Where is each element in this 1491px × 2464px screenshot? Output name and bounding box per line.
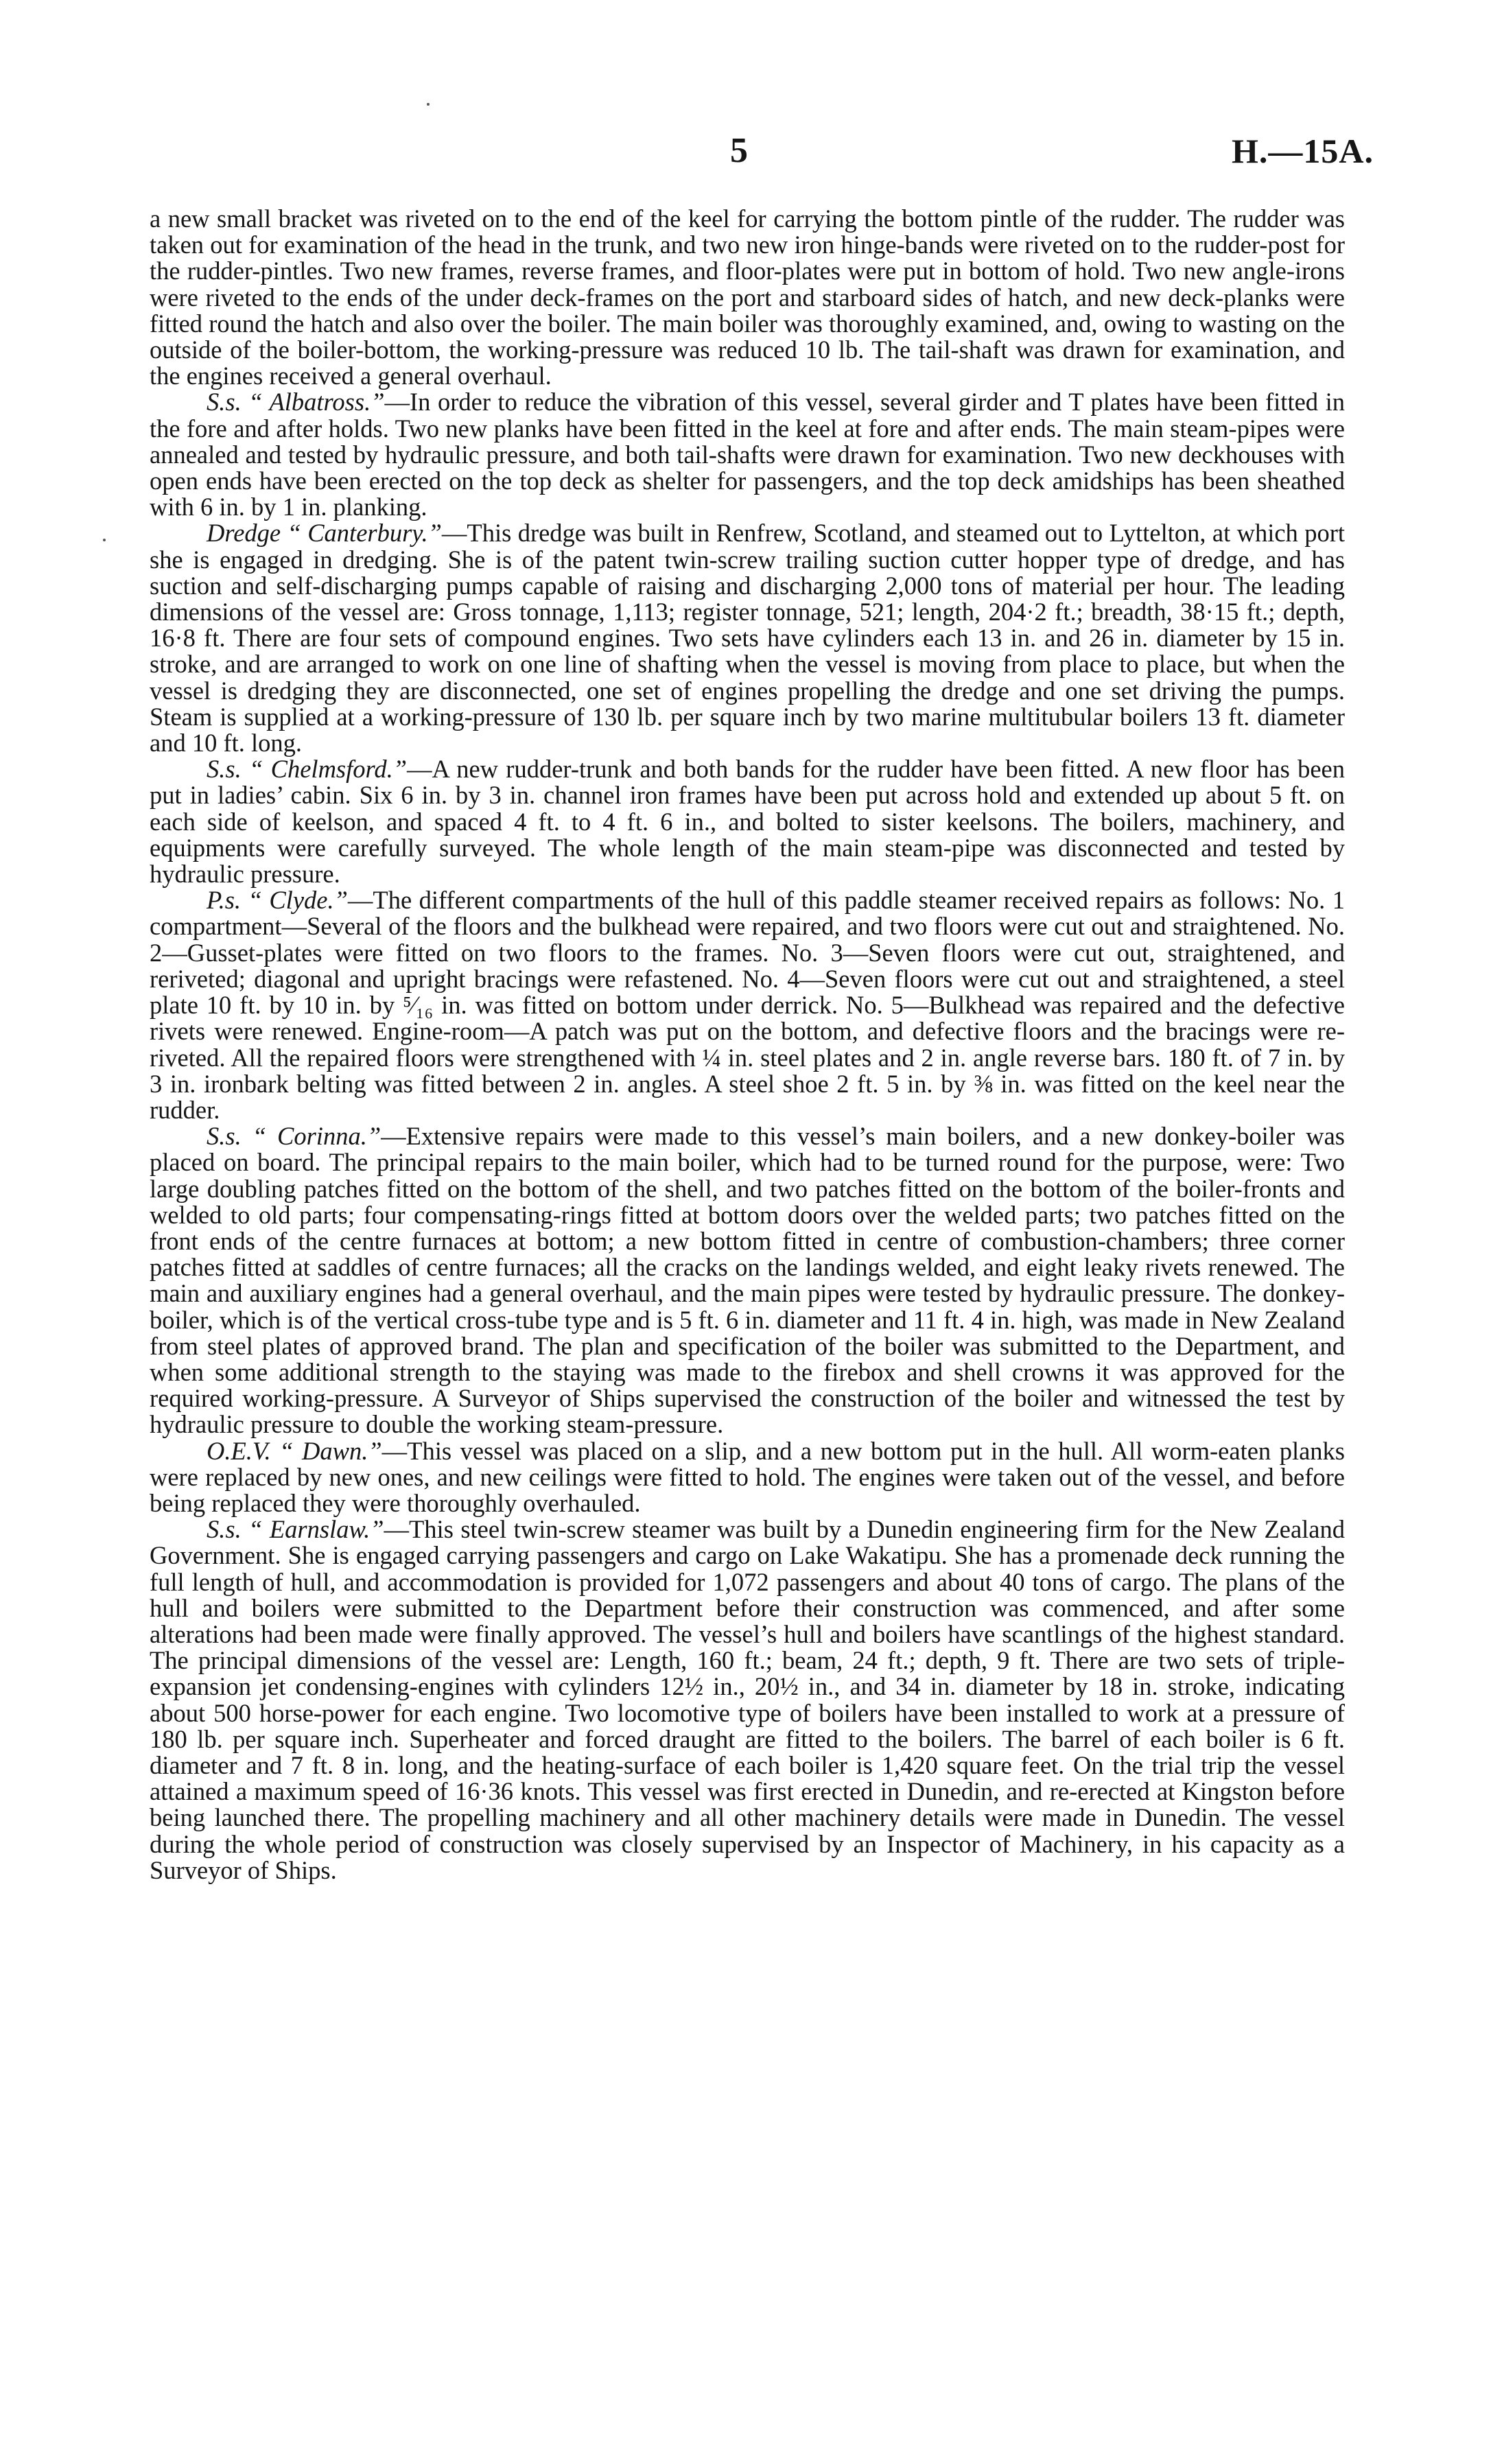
vessel-type: S.s. <box>207 755 242 784</box>
paragraph-text: —This dredge was built in Renfrew, Scotland, and steamed out to Lyttelton, at which port she is engaged in dredging. She is of the patent twin-screw trailing suction cutter hopper type of dredge, and has suction and self-discharging pumps capable of raising and discharging 2,000 tons of material per hour. The leading dimensions of the vessel are: Gross tonnage, 1,113; register tonnage, 521; length, 204·2 ft.; breadth, 38·15 ft.; depth, 16·8 ft. There are four sets of compound engines. Two sets have cylinders each 13 in. and 26 in. diameter by 15 in. stroke, and are arranged to work on one line of shafting when the vessel is moving from place to place, but when the vessel is dredging they are disconnected, one set of engines propelling the dredge and one set driving the pumps. Steam is supplied at a working-pressure of 130 lb. per square inch by two marine multitubular boilers 13 ft. diameter and 10 ft. long. <box>150 519 1345 758</box>
paragraph-clyde <box>150 887 1345 1123</box>
paragraph-text: —This vessel was placed on a slip, and a new bottom put in the hull. All worm-eaten planks were replaced by new ones, and new ceilings were fitted to hold. The engines were taken out of the vessel, and before being replaced they were thoroughly overhauled. <box>150 1436 1345 1517</box>
paragraph-earnslaw <box>150 1516 1345 1884</box>
vessel-name: “ Canterbury.” <box>287 519 442 548</box>
page-header <box>0 130 1491 172</box>
paragraph-text: —A new rudder-trunk and both bands for the rudder have been fitted. A new floor has been put in ladies’ cabin. Six 6 in. by 3 in. channel iron frames have been put across hold and extended up about 5 ft. on each side of keelson, and spaced 4 ft. to 4 ft. 6 in., and bolted to sister keelsons. The boilers, machinery, and equipments were carefully surveyed. The whole length of the main steam-pipe was disconnected and tested by hydraulic pressure. <box>150 755 1345 889</box>
paragraph-text: —The different compartments of the hull of this paddle steamer received repairs as follows: No. 1 compartment—Several of the floors and the bulkhead were repaired, and two floors were cut out and straightened. No. 2—Gusset-plates were fitted on two floors to the frames. No. 3—Seven floors were cut out, straightened, and reriveted; diagonal and upright bracings were refastened. No. 4—Seven floors were cut out and straightened, a steel plate 10 ft. by 10 in. by ⁵⁄₁₆ in. was fitted on bottom under derrick. No. 5—Bulkhead was repaired and the defective rivets were renewed. Engine-room—A patch was put on the bottom, and defective floors and the bracings were re-riveted. All the repaired floors were strengthened with ¼ in. steel plates and 2 in. angle reverse bars. 180 ft. of 7 in. by 3 in. ironbark belting was fitted between 2 in. angles. A steel shoe 2 ft. 5 in. by ⅜ in. was fitted on the keel near the rudder. <box>150 886 1345 1124</box>
vessel-type: S.s. <box>207 1122 242 1151</box>
vessel-type: P.s. <box>207 886 242 915</box>
page-number: 5 <box>730 131 748 170</box>
body-text <box>150 206 1345 1884</box>
paragraph-albatross <box>150 389 1345 520</box>
vessel-type: S.s. <box>207 388 242 416</box>
vessel-name: “ Corinna.” <box>252 1122 381 1151</box>
document-reference: H.—15A. <box>1232 132 1374 170</box>
vessel-name: “ Clyde.” <box>248 886 348 915</box>
paragraph-dawn <box>150 1438 1345 1517</box>
paragraph-text: a new small bracket was riveted on to the end of the keel for carrying the bottom pintle of the rudder. The rudder was taken out for examination of the head in the trunk, and two new iron hinge-bands were riveted on to the rudder-post for the rudder-pintles. Two new frames, reverse frames, and floor-plates were put in bottom of hold. Two new angle-irons were riveted to the ends of the under deck-frames on the port and starboard sides of hatch, and new deck-planks were fitted round the hatch and also over the boiler. The main boiler was thoroughly examined, and, owing to wasting on the outside of the boiler-bottom, the working-pressure was reduced 10 lb. The tail-shaft was drawn for examination, and the engines received a general overhaul. <box>150 204 1345 390</box>
vessel-name: “ Chelmsford.” <box>249 755 408 784</box>
vessel-name: “ Albatross.” <box>248 388 385 416</box>
stray-mark-margin <box>103 539 106 541</box>
vessel-type: S.s. <box>207 1515 242 1544</box>
paragraph-chelmsford <box>150 756 1345 887</box>
paragraph-continuation <box>150 206 1345 389</box>
paragraph-corinna <box>150 1123 1345 1438</box>
vessel-type: O.E.V. <box>207 1436 271 1465</box>
paragraph-text: —Extensive repairs were made to this vessel’s main boilers, and a new donkey-boiler was placed on board. The principal repairs to the main boiler, which had to be turned round for the purpose, were: Two large doubling patches fitted on the bottom of the shell, and two patches fitted on the bottom of the boiler-fronts and welded to old parts; four compensating-rings fitted at bottom doors over the welded parts; two patches fitted on the front ends of the centre furnaces at bottom; a new bottom fitted in centre of combustion-chambers; three corner patches fitted at saddles of centre furnaces; all the cracks on the landings welded, and eight leaky rivets renewed. The main and auxiliary engines had a general overhaul, and the main pipes were tested by hydraulic pressure. The donkey-boiler, which is of the vertical cross-tube type and is 5 ft. 6 in. diameter and 11 ft. 4 in. high, was made in New Zealand from steel plates of approved brand. The plan and specification of the boiler was submitted to the Department, and when some additional strength to the staying was made to the firebox and shell crowns it was approved for the required working-pressure. A Surveyor of Ships supervised the construction of the boiler and witnessed the test by hydraulic pressure to double the working steam-pressure. <box>150 1122 1345 1439</box>
stray-mark-top <box>427 103 430 106</box>
vessel-name: “ Dawn.” <box>279 1436 382 1465</box>
vessel-name: “ Earnslaw.” <box>248 1515 384 1544</box>
paragraph-canterbury <box>150 520 1345 756</box>
vessel-type: Dredge <box>207 519 281 548</box>
paragraph-text: —In order to reduce the vibration of this vessel, several girder and T plates have been fitted in the fore and after holds. Two new planks have been fitted in the keel at fore and after ends. The main steam-pipes were annealed and tested by hydraulic pressure, and both tail-shafts were drawn for examination. Two new deckhouses with open ends have been erected on the top deck as shelter for passengers, and the top deck amidships has been sheathed with 6 in. by 1 in. planking. <box>150 388 1345 521</box>
paragraph-text: —This steel twin-screw steamer was built by a Dunedin engineering firm for the New Zealand Government. She is engaged carrying passengers and cargo on Lake Wakatipu. She has a promenade deck running the full length of hull, and accommodation is provided for 1,072 passengers and about 40 tons of cargo. The plans of the hull and boilers were submitted to the Department before their construction was commenced, and after some alterations had been made were finally approved. The vessel’s hull and boilers have scantlings of the highest standard. The principal dimensions of the vessel are: Length, 160 ft.; beam, 24 ft.; depth, 9 ft. There are two sets of triple-expansion jet condensing-engines with cylinders 12½ in., 20½ in., and 34 in. diameter by 18 in. stroke, indicating about 500 horse-power for each engine. Two locomotive type of boilers have been installed to work at a pressure of 180 lb. per square inch. Superheater and forced draught are fitted to the boilers. The barrel of each boiler is 6 ft. diameter and 7 ft. 8 in. long, and the heating-surface of each boiler is 1,420 square feet. On the trial trip the vessel attained a maximum speed of 16·36 knots. This vessel was first erected in Dunedin, and re-erected at Kingston before being launched there. The propelling machinery and all other machinery details were made in Dunedin. The vessel during the whole period of construction was closely supervised by an Inspector of Machinery, in his capacity as a Surveyor of Ships. <box>150 1515 1346 1884</box>
